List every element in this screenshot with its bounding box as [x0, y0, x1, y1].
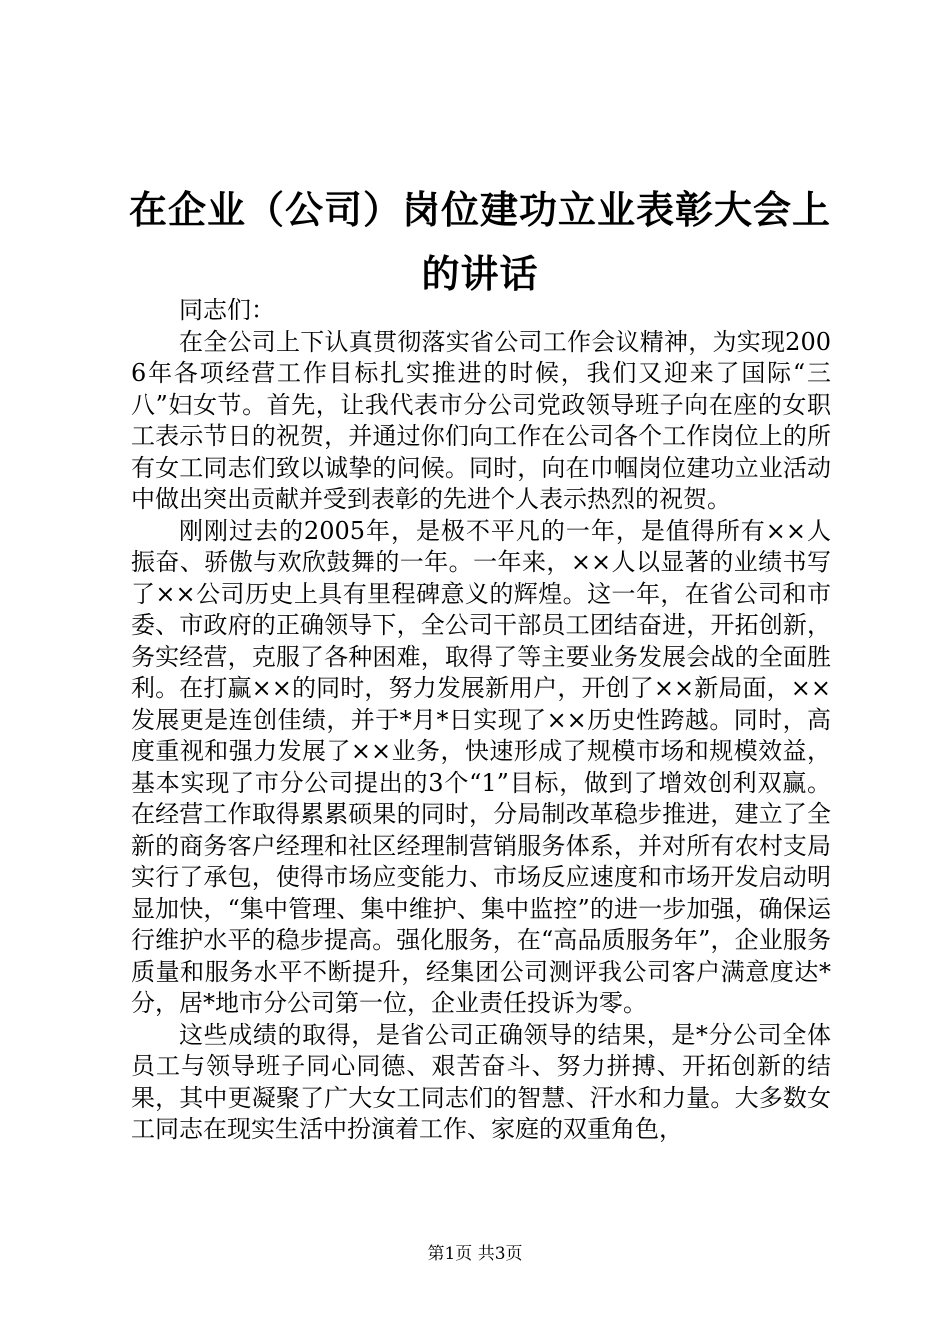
paragraph-1: 在全公司上下认真贯彻落实省公司工作会议精神，为实现2006年各项经营工作目标扎实推进的时候，我们又迎来了国际“三八”妇女节。首先，让我代表市分公司党政领导班子向在座的女职工表示节日的祝贺，并通过你们向工作在公司各个工作岗位上的所有女工同志们致以诚挚的问候。同时，向在巾帼岗位建功立业活动中做出突出贡献并受到表彰的先进个人表示热烈的祝贺。 — [131, 327, 831, 513]
salutation: 同志们： — [179, 296, 275, 324]
paragraph-2: 刚刚过去的2005年，是极不平凡的一年，是值得所有××人振奋、骄傲与欢欣鼓舞的一年。一年来，××人以显著的业绩书写了××公司历史上具有里程碑意义的辉煌。这一年，在省公司和市委、市政府的正确领导下，全公司干部员工团结奋进，开拓创新，务实经营，克服了各种困难，取得了等主要业务发展会战的全面胜利。在打赢××的同时，努力发展新用户，开创了××新局面，××发展更是连创佳绩，并于*月*日实现了××历史性跨越。同时，高度重视和强力发展了××业务，快速形成了规模市场和规模效益，基本实现了市分公司提出的3个“1”目标，做到了增效创利双赢。在经营工作取得累累硕果的同时，分局制改革稳步推进，建立了全新的商务客户经理和社区经理制营销服务体系，并对所有农村支局实行了承包，使得市场应变能力、市场反应速度和市场开发启动明显加快，“集中管理、集中维护、集中监控”的进一步加强，确保运行维护水平的稳步提高。强化服务，在“高品质服务年”，企业服务质量和服务水平不断提升，经集团公司测评我公司客户满意度达*分，居*地市分公司第一位，企业责任投诉为零。 — [131, 516, 831, 1017]
page-footer: 第1页 共3页 — [427, 1244, 523, 1264]
document-body — [131, 295, 831, 1146]
document-title: 在企业（公司）岗位建功立业表彰大会上的讲话 — [128, 187, 831, 296]
paragraph-3: 这些成绩的取得，是省公司正确领导的结果，是*分公司全体员工与领导班子同心同德、艰苦奋斗、努力拼搏、开拓创新的结果，其中更凝聚了广大女工同志们的智慧、汗水和力量。大多数女工同志在现实生活中扮演着工作、家庭的双重角色， — [131, 1020, 831, 1143]
